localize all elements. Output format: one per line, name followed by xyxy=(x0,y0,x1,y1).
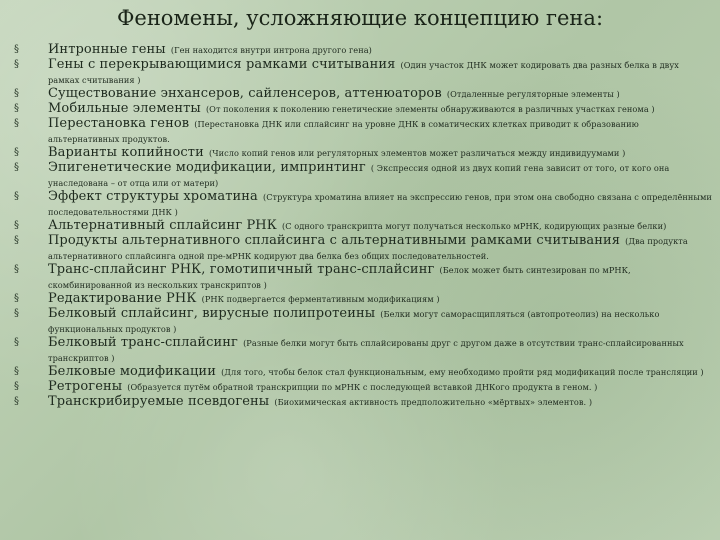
phenomenon-name: Транскрибируемые псевдогены xyxy=(48,394,270,409)
list-item xyxy=(14,364,712,379)
list-item-text xyxy=(48,160,712,189)
list-item-text xyxy=(48,335,712,364)
list-item-text xyxy=(48,306,712,335)
bullet-marker: § xyxy=(14,308,19,319)
phenomenon-note: (Число копий генов или регуляторных элементов может различаться между индивидуумами ) xyxy=(208,148,626,158)
phenomenon-note: (С одного транскрипта могут получаться несколько мРНК, кодирующих разные белки) xyxy=(282,221,667,231)
phenomenon-note: (РНК подвергается ферментативным модификациям ) xyxy=(201,294,440,304)
list-item xyxy=(14,57,712,86)
bullet-marker: § xyxy=(14,191,19,202)
list-item xyxy=(14,116,712,145)
list-item-text xyxy=(48,394,712,409)
bullet-marker: § xyxy=(14,88,19,99)
phenomenon-name: Интронные гены xyxy=(48,42,166,57)
phenomenon-name: Мобильные элементы xyxy=(48,101,201,116)
list-item-text xyxy=(48,145,712,160)
list-item xyxy=(14,86,712,101)
phenomenon-name: Белковый транс-сплайсинг xyxy=(48,335,238,350)
phenomenon-name: Перестановка генов xyxy=(48,116,190,131)
slide-title: Феномены, усложняющие концепцию гена: xyxy=(116,6,604,30)
list-item-text xyxy=(48,116,712,145)
phenomenon-note: (Структура хроматина влияет на экспрессию генов, при этом она свободно связана с определёнными последовательностями ДНК ) xyxy=(48,192,712,217)
phenomenon-note: (Образуется путём обратной транскрипции по мРНК с последующей вставкой ДНКого продукта в геном. ) xyxy=(127,382,598,392)
bullet-marker: § xyxy=(14,264,19,275)
bullet-marker: § xyxy=(14,337,19,348)
list-item-text xyxy=(48,86,712,101)
phenomenon-note: ( Экспрессия одной из двух копий гена зависит от того, от кого она унаследована – от отца или от матери) xyxy=(48,163,670,188)
list-item-text xyxy=(48,262,712,291)
list-item xyxy=(14,306,712,335)
phenomenon-name: Белковый сплайсинг, вирусные полипротеины xyxy=(48,306,376,321)
bullet-marker: § xyxy=(14,366,19,377)
phenomenon-name: Редактирование РНК xyxy=(48,291,197,306)
phenomenon-note: (Два продукта альтернативного сплайсинга одной пре-мРНК кодируют два белка без общих последовательностей. xyxy=(48,236,688,261)
bullet-marker: § xyxy=(14,293,19,304)
phenomenon-name: Эффект структуры хроматина xyxy=(48,189,258,204)
phenomenon-name: Альтернативный сплайсинг РНК xyxy=(48,218,277,233)
list-item-text xyxy=(48,101,712,116)
phenomenon-note: (Перестановка ДНК или сплайсинг на уровне ДНК в соматических клетках приводит к образованию альтернативных продуктов. xyxy=(48,119,639,144)
bullet-marker: § xyxy=(14,220,19,231)
phenomenon-name: Существование энхансеров, сайленсеров, аттенюаторов xyxy=(48,86,442,101)
bullet-marker: § xyxy=(14,235,19,246)
bullet-marker: § xyxy=(14,162,19,173)
phenomenon-name: Эпигенетические модификации, импринтинг xyxy=(48,160,366,175)
bullet-marker: § xyxy=(14,147,19,158)
list-item-text xyxy=(48,291,712,306)
list-item xyxy=(14,145,712,160)
list-item xyxy=(14,262,712,291)
phenomenon-name: Варианты копийности xyxy=(48,145,204,160)
list-item xyxy=(14,291,712,306)
bullet-marker: § xyxy=(14,396,19,407)
phenomenon-note: (Биохимическая активность предположительно «мёртвых» элементов. ) xyxy=(274,397,593,407)
bullet-marker: § xyxy=(14,381,19,392)
phenomenon-note: (От поколения к поколению генетические элементы обнаруживаются в различных участках генома ) xyxy=(205,104,655,114)
bullet-marker: § xyxy=(14,59,19,70)
list-item xyxy=(14,394,712,409)
phenomenon-name: Продукты альтернативного сплайсинга с альтернативными рамками считывания xyxy=(48,233,621,248)
phenomenon-note: (Белки могут саморасщипляться (автопротеолиз) на несколько функциональных продуктов ) xyxy=(48,309,660,334)
phenomenon-name: Гены с перекрывающимися рамками считывания xyxy=(48,57,396,72)
list-item-text xyxy=(48,218,712,233)
bullet-marker: § xyxy=(14,118,19,129)
bullet-marker: § xyxy=(14,103,19,114)
list-item xyxy=(14,335,712,364)
bullet-marker: § xyxy=(14,44,19,55)
phenomenon-note: (Белок может быть синтезирован по мРНК, скомбинированной из нескольких транскриптов ) xyxy=(48,265,631,290)
list-item-text xyxy=(48,233,712,262)
phenomenon-note: (Один участок ДНК может кодировать два разных белка в двух рамках считывания ) xyxy=(48,60,679,85)
list-item-text xyxy=(48,189,712,218)
list-item xyxy=(14,379,712,394)
phenomenon-name: Белковые модификации xyxy=(48,364,216,379)
phenomenon-note: (Для того, чтобы белок стал функциональным, ему необходимо пройти ряд модификаций после трансляции ) xyxy=(221,367,704,377)
phenomenon-name: Ретрогены xyxy=(48,379,123,394)
phenomenon-note: (Отдаленные регуляторные элементы ) xyxy=(446,89,620,99)
list-item xyxy=(14,160,712,189)
list-item-text xyxy=(48,42,712,57)
phenomena-list xyxy=(14,42,712,409)
phenomenon-name: Транс-сплайсинг РНК, гомотипичный транс-сплайсинг xyxy=(48,262,435,277)
list-item-text xyxy=(48,379,712,394)
list-item-text xyxy=(48,364,712,379)
phenomenon-note: (Ген находится внутри интрона другого гена) xyxy=(170,45,372,55)
list-item xyxy=(14,42,712,57)
list-item xyxy=(14,189,712,218)
list-item xyxy=(14,218,712,233)
list-item xyxy=(14,101,712,116)
list-item-text xyxy=(48,57,712,86)
list-item xyxy=(14,233,712,262)
phenomenon-note: (Разные белки могут быть сплайсированы друг с другом даже в отсутствии транс-сплайсированных транскриптов ) xyxy=(48,338,684,363)
